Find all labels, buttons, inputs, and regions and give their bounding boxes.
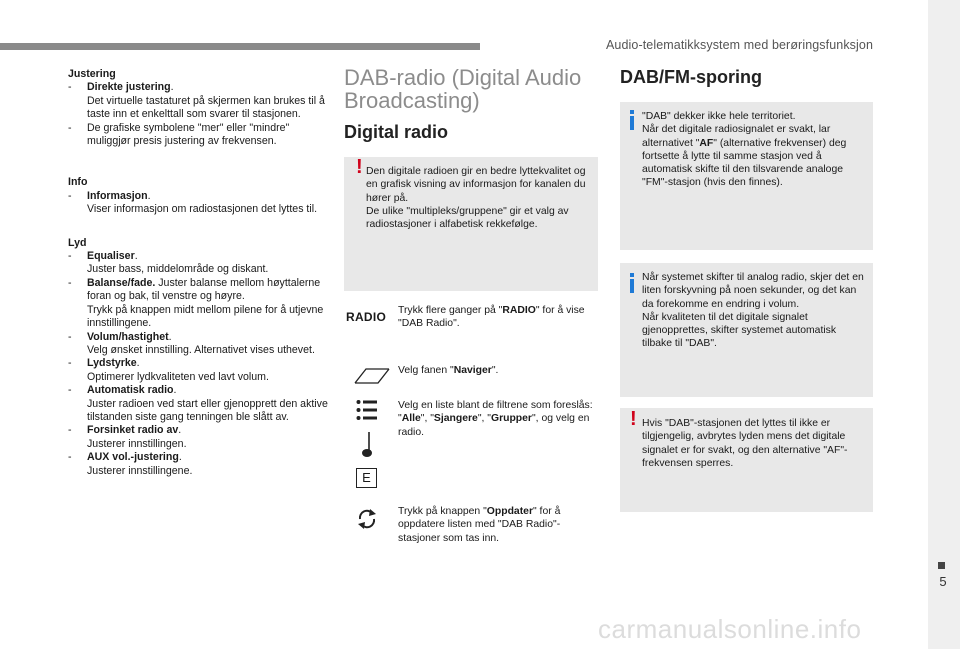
warning-text: Hvis "DAB"-stasjonen det lyttes til ikke er tilgjengelig, avbrytes lyden mens det digitale signalet er for svakt, og den alternative "AF"-frekvensen sperres. <box>642 418 848 469</box>
navigate-tab-icon[interactable] <box>354 367 390 385</box>
list-item: - Volum/hastighet. Velg ønsket innstilling. Alternativet vises uthevet. <box>68 330 315 356</box>
section-title: Justering <box>68 68 116 80</box>
warning-box <box>344 157 598 291</box>
step-text: Velg fanen "Naviger". <box>398 365 499 376</box>
page-marker <box>938 562 945 569</box>
section-title: Lyd <box>68 236 87 249</box>
info-icon <box>630 279 634 293</box>
header-bar <box>0 43 480 50</box>
dab-fm-heading: DAB/FM-sporing <box>620 67 762 87</box>
section-title: Info <box>68 176 88 189</box>
info-icon <box>630 116 634 130</box>
list-item: - Direkte justering. Det virtuelle tastaturet på skjermen kan brukes til å taste inn et enkelttall som svarer til stasjonen. <box>68 81 325 121</box>
page-header-title: Audio-telematikksystem med berøringsfunksjon <box>606 38 874 52</box>
digital-radio-heading: Digital radio <box>344 122 449 142</box>
info-box-1 <box>620 102 873 250</box>
group-filter-icon[interactable]: E <box>356 468 377 488</box>
section-lyd <box>68 237 328 478</box>
side-strip <box>928 0 960 649</box>
list-item: - De grafiske symbolene "mer" eller "mindre" muliggjør presis justering av frekvensen. <box>68 121 290 148</box>
step-text: Trykk på knappen "Oppdater" for å oppdatere listen med "DAB Radio"-stasjoner som tas inn. <box>398 506 561 544</box>
dab-radio-heading: DAB-radio (Digital Audio Broadcasting) <box>344 65 582 113</box>
page-number: 5 <box>939 574 947 589</box>
list-icon[interactable] <box>356 399 378 421</box>
radio-button-icon[interactable]: RADIO <box>346 310 387 324</box>
list-item: - Lydstyrke. Optimerer lydkvaliteten ved lavt volum. <box>68 357 269 383</box>
list-item: - Informasjon. Viser informasjon om radiostasjonen det lyttes til. <box>68 189 318 216</box>
list-item: - Equaliser. Juster bass, middelområde og diskant. <box>68 250 269 276</box>
music-note-icon[interactable] <box>360 431 376 459</box>
warning-icon: ! <box>630 408 637 430</box>
warning-box-2 <box>620 408 873 512</box>
info-box-2 <box>620 263 873 397</box>
info-text: Når systemet skifter til analog radio, skjer det en liten forskyvning på noen sekunder, og det kan da forekomme en endring i volum. Når kvaliteten til det digitale signalet gjenopprettes, skifter systemet automatisk tilbake til "DAB". <box>642 272 864 350</box>
list-item: - Forsinket radio av. Justerer innstillingen. <box>68 424 187 450</box>
watermark: carmanualsonline.info <box>598 614 862 644</box>
step-text: Velg en liste blant de filtrene som foreslås: "Alle", "Sjangere", "Grupper", og velg en radio. <box>398 400 593 438</box>
info-text: "DAB" dekker ikke hele territoriet. Når det digitale radiosignalet er svakt, lar alternativet "AF" (alternative frekvenser) deg fortsette å lytte til samme stasjon ved å automatisk skifte til den tilsvarende analoge "FM"-stasjon (hvis den finnes). <box>642 111 847 189</box>
list-item: - AUX vol.-justering. Justerer innstillingene. <box>68 451 193 477</box>
warning-icon: ! <box>356 156 363 178</box>
section-justering <box>68 68 328 148</box>
warning-text: Den digitale radioen gir en bedre lyttekvalitet og en grafisk visning av informasjon for kanalen du hører på. De ulike "multipleks/gruppene" gir et valg av radiostasjoner i alfabetisk rekkefølge. <box>366 166 586 231</box>
refresh-icon[interactable] <box>356 508 378 530</box>
list-item: - Automatisk radio. Juster radioen ved start eller gjenopprett den aktive tilstanden siste gang tenningen ble slått av. <box>68 384 328 423</box>
settings-column <box>68 68 328 498</box>
section-info <box>68 176 328 216</box>
list-item: - Balanse/fade. Juster balanse mellom høyttalerne foran og bak, til venstre og høyre. Trykk på knappen midt mellom pilene for å utjevne innstillingene. <box>68 276 324 330</box>
step-text: Trykk flere ganger på "RADIO" for å vise "DAB Radio". <box>398 305 585 330</box>
